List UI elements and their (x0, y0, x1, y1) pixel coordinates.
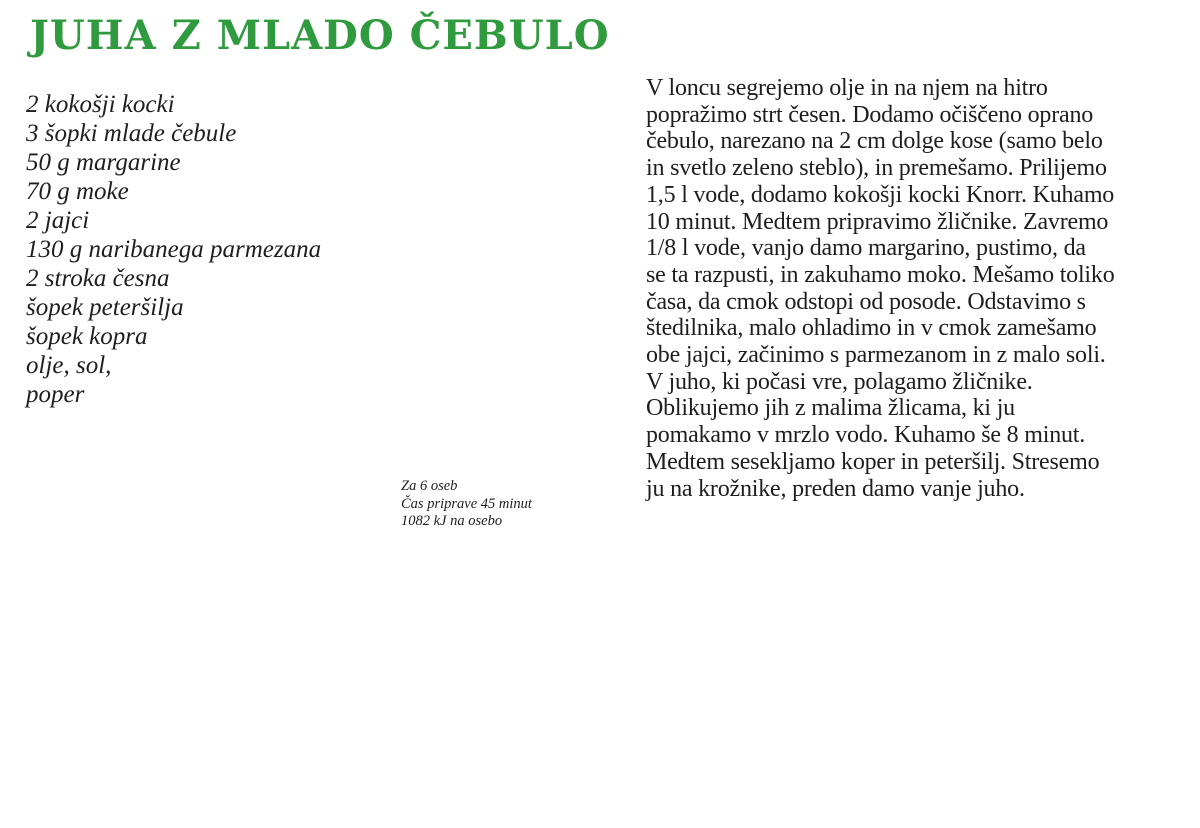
ingredient-item: 130 g naribanega parmezana (26, 236, 322, 263)
ingredient-item: poper (26, 381, 85, 408)
instructions-line: 1/8 l vode, vanjo damo margarino, pustimo, da (646, 235, 1086, 262)
servings-text: Za 6 oseb (401, 478, 458, 494)
instructions-line: popražimo strt česen. Dodamo očiščeno oprano (646, 101, 1094, 128)
recipe-meta (401, 478, 532, 531)
instructions-line: se ta razpusti, in zakuhamo moko. Mešamo toliko (646, 261, 1115, 288)
instructions-line: čebulo, narezano na 2 cm dolge kose (samo belo (646, 128, 1103, 155)
instructions-line: 1,5 l vode, dodamo kokošji kocki Knorr. Kuhamo (646, 181, 1115, 208)
instructions-line: Oblikujemo jih z malima žlicama, ki ju (646, 395, 1015, 422)
ingredient-item: šopek kopra (26, 323, 148, 350)
ingredient-item: šopek peteršilja (26, 294, 184, 321)
ingredient-list (26, 90, 321, 409)
instructions-line: časa, da cmok odstopi od posode. Odstavimo s (646, 288, 1086, 315)
recipe-title: JUHA Z MLADO ČEBULO (30, 12, 610, 59)
instructions-line: pomakamo v mrzlo vodo. Kuhamo še 8 minut. (646, 422, 1086, 449)
instructions-text (646, 75, 1196, 502)
ingredient-item: 3 šopki mlade čebule (26, 120, 237, 147)
ingredient-item: 70 g moke (26, 178, 129, 205)
instructions-line: štedilnika, malo ohladimo in v cmok zamešamo (646, 315, 1097, 342)
instructions-line: Medtem sesekljamo koper in peteršilj. Stresemo (646, 448, 1100, 475)
prep-time-text: Čas priprave 45 minut (401, 495, 532, 512)
ingredient-item: 50 g margarine (26, 149, 181, 176)
instructions-line: V loncu segrejemo olje in na njem na hitro (646, 75, 1048, 101)
ingredient-item: olje, sol, (26, 352, 112, 379)
ingredient-item: 2 kokošji kocki (26, 91, 175, 118)
instructions-line: ju na krožnike, preden damo vanje juho. (646, 475, 1025, 502)
instructions-line: in svetlo zeleno steblo), in premešamo. Prilijemo (646, 155, 1107, 182)
instructions-line: 10 minut. Medtem pripravimo žličnike. Zavremo (646, 208, 1109, 235)
ingredient-item: 2 stroka česna (26, 265, 170, 292)
instructions-line: V juho, ki počasi vre, polagamo žličnike. (646, 368, 1033, 395)
instructions-line: obe jajci, začinimo s parmezanom in z malo soli. (646, 342, 1106, 369)
energy-text: 1082 kJ na osebo (401, 513, 503, 529)
ingredient-item: 2 jajci (26, 207, 90, 234)
